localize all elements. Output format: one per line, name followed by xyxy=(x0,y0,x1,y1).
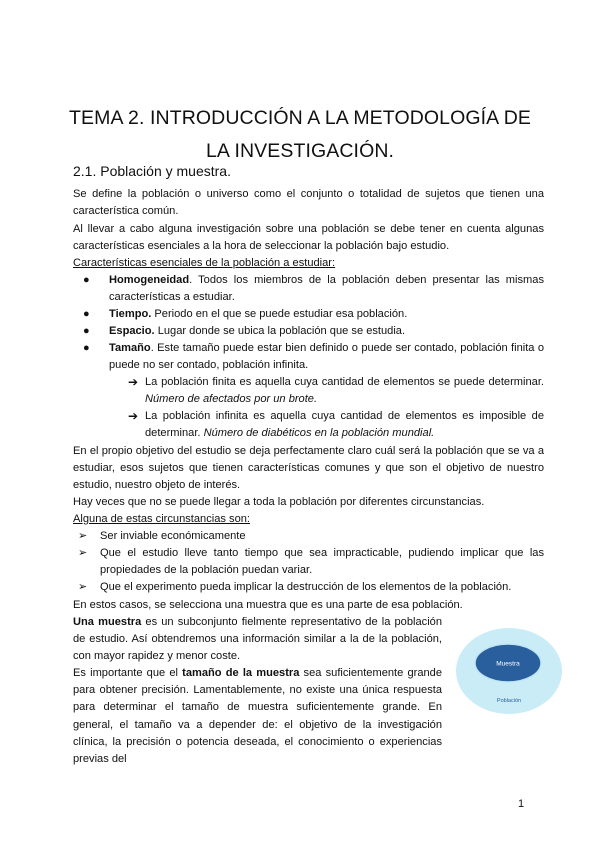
title-line-1: TEMA 2. INTRODUCCIÓN A LA METODOLOGÍA DE xyxy=(69,107,531,129)
paragraph-population-definition: Se define la población o universo como el conjunto o totalidad de sujetos que tienen una característica común. xyxy=(73,188,544,218)
characteristic-text: Lugar donde se ubica la población que se estudia. xyxy=(154,325,406,337)
size-term: tamaño de la muestra xyxy=(182,667,300,679)
population-label: Población xyxy=(496,698,522,704)
paragraph-sample-definition xyxy=(73,614,442,666)
page-number: 1 xyxy=(518,798,525,810)
characteristic-text: Periodo en el que se puede estudiar esa población. xyxy=(151,308,408,320)
section-heading: 2.1. Población y muestra. xyxy=(73,163,231,179)
chevron-right-icon: ➢ xyxy=(78,530,88,542)
sample-label: Muestra xyxy=(496,660,520,668)
size-pre: Es importante que el xyxy=(73,667,183,679)
bullet-icon: ● xyxy=(83,274,90,286)
circumstance-text: Que el estudio lleve tanto tiempo que sea impracticable, pudiendo implicar que las propiedades de la población puedan variar. xyxy=(100,547,544,577)
list-item xyxy=(83,306,544,323)
paragraph-study-objective: En el propio objetivo del estudio se deja perfectamente claro cuál será la población que se va a estudiar, esos sujetos que tienen características comunes y que son el objetivo de nuestro estudio, nuestro objeto de interés. xyxy=(73,445,544,492)
list-item-infinite xyxy=(128,408,544,442)
characteristic-term: Tiempo. xyxy=(109,308,152,320)
characteristic-term: Homogeneidad xyxy=(109,274,190,286)
sample-text: es un subconjunto fielmente representativo de la población de estudio. Así obtendremos una información similar a la de la población, con mayor rapidez y menor coste. xyxy=(73,616,443,663)
infinite-example: Número de diabéticos en la población mundial. xyxy=(203,427,435,440)
circumstance-text: Que el experimento pueda implicar la destrucción de los elementos de la población. xyxy=(100,581,512,593)
paragraph-sample-size xyxy=(73,665,442,768)
bullet-icon: ● xyxy=(83,308,90,320)
circumstances-heading: Alguna de estas circunstancias son: xyxy=(73,513,250,525)
characteristic-text: . Este tamaño puede estar bien definido o puede ser contado, población finita o puede no ser contado, población infinita. xyxy=(109,342,544,372)
finite-text: La población finita es aquella cuya cantidad de elementos se puede determinar. xyxy=(145,376,544,388)
chevron-right-icon: ➢ xyxy=(78,547,88,559)
infinite-text: La población infinita es aquella cuya cantidad de elementos es imposible de determinar. xyxy=(145,410,544,440)
circumstance-text: Ser inviable económicamente xyxy=(100,530,246,542)
paragraph-population-selection: Al llevar a cabo alguna investigación sobre una población se debe tener en cuenta algunas características esenciales a la hora de seleccionar la población bajo estudio. xyxy=(73,223,544,253)
list-item xyxy=(78,545,544,579)
list-item-finite xyxy=(128,374,544,408)
paragraph-sample-selection: En estos casos, se selecciona una muestra que es una parte de esa población. xyxy=(73,599,463,611)
list-item xyxy=(83,323,544,340)
list-item xyxy=(83,340,544,374)
title-line-2: LA INVESTIGACIÓN. xyxy=(205,140,395,162)
size-post: sea suficientemente grande para obtener precisión. Lamentablemente, no existe una única respuesta para determinar el tamaño de muestra suficientemente grande. En general, el tamaño va a depender de: el objetivo de la investigación clínica, la precisión o potencia deseada, el conocimiento o experiencias previas del xyxy=(73,667,442,766)
list-item xyxy=(83,272,544,306)
chevron-right-icon: ➢ xyxy=(78,581,88,593)
arrow-right-icon: ➔ xyxy=(128,409,139,423)
paragraph-circumstances-intro: Hay veces que no se puede llegar a toda la población por diferentes circunstancias. xyxy=(73,496,485,508)
characteristic-text: . Todos los miembros de la población deben presentar las mismas características a estudiar. xyxy=(109,274,544,304)
document-title xyxy=(40,102,560,168)
finite-example: Número de afectados por un brote. xyxy=(145,393,318,406)
characteristics-heading: Características esenciales de la población a estudiar: xyxy=(73,257,336,269)
bullet-icon: ● xyxy=(83,325,90,337)
list-item xyxy=(78,579,544,596)
arrow-right-icon: ➔ xyxy=(128,375,139,389)
characteristic-term: Espacio. xyxy=(109,325,155,337)
bullet-icon: ● xyxy=(83,342,90,354)
population-sample-diagram xyxy=(455,627,563,715)
list-item xyxy=(78,528,544,545)
characteristic-term: Tamaño xyxy=(109,342,151,354)
sample-term: Una muestra xyxy=(73,616,142,628)
